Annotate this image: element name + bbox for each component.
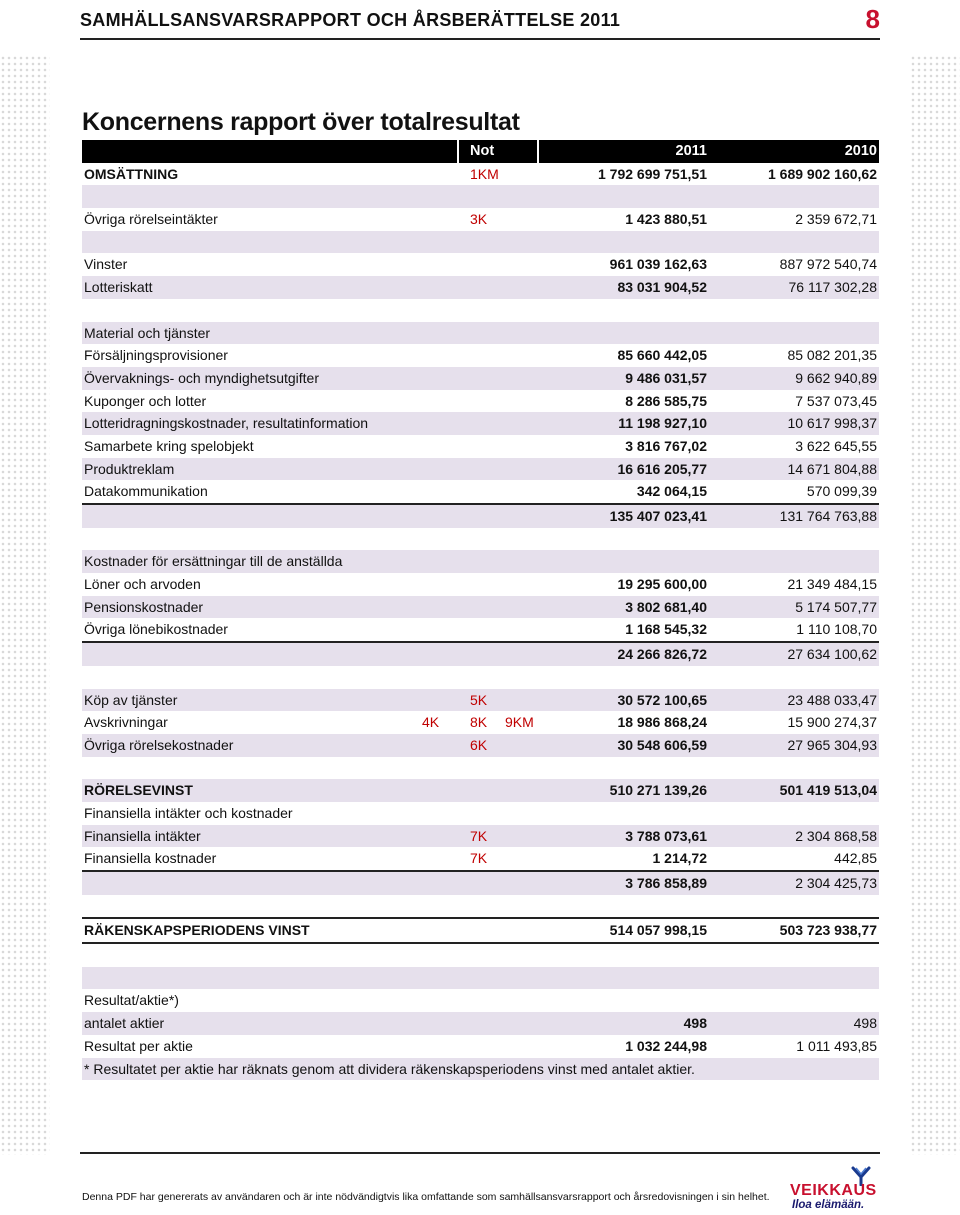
row-label: Pensionskostnader [84,598,204,615]
table-row [82,596,879,619]
table-row [82,919,879,944]
row-value-2010: 21 349 484,15 [787,576,877,593]
row-value-2010: 2 304 425,73 [795,875,877,891]
row-label: Övriga lönebikostnader [84,621,228,638]
row-label: Material och tjänster [84,324,211,341]
table-row [82,208,879,231]
row-note: 3K [470,211,488,228]
column-header-2010: 2010 [844,143,877,159]
row-value-2010: 3 622 645,55 [795,437,877,454]
logo-wordmark: VEIKKAUS [790,1182,877,1199]
table-row [82,528,879,551]
table-row [82,711,879,734]
row-label: Resultat/aktie*) [84,992,179,1009]
row-value-2010: 1 110 108,70 [796,621,877,638]
row-note: 1KM [470,165,499,182]
table-row [82,779,879,802]
footer-disclaimer: Denna PDF har genererats av användaren och är inte nödvändigtvis lika omfattande som samhällsansvarsrapport och årsredovisningen i sin helhet. [82,1191,770,1203]
row-value-2011: 18 986 868,24 [617,714,707,731]
table-row [82,573,879,596]
table-row [82,163,879,186]
row-value-2010: 498 [853,1015,877,1032]
row-value-2011: 1 168 545,32 [625,621,707,638]
row-label: Övervaknings- och myndighetsutgifter [84,369,319,386]
table-row [82,344,879,367]
row-label: Avskrivningar [84,714,168,731]
row-label: Finansiella intäkter [84,827,201,844]
row-value-2010: 27 634 100,62 [787,646,877,663]
row-value-2010: 9 662 940,89 [795,369,877,386]
row-value-2011: 30 548 606,59 [617,736,707,753]
table-row [82,253,879,276]
table-row [82,757,879,780]
logo-slogan: Iloa elämään. [792,1199,865,1211]
table-row [82,367,879,390]
table-row [82,666,879,689]
row-note: 8K [470,714,488,731]
row-value-2011: 3 786 858,89 [625,875,707,891]
row-value-2010: 1 011 493,85 [796,1037,877,1054]
table-row [82,1012,879,1035]
row-label: RÖRELSEVINST [84,782,193,799]
row-value-2011: 342 064,15 [636,483,707,500]
row-label: Finansiella kostnader [84,850,217,867]
table-row [82,412,879,435]
table-row [82,847,879,872]
row-value-2011: 1 423 880,51 [625,211,707,228]
row-value-2011: 30 572 100,65 [617,691,707,708]
row-value-2010: 85 082 201,35 [787,347,877,364]
row-value-2010: 10 617 998,37 [787,415,877,432]
table-row [82,435,879,458]
table-row [82,618,879,643]
decorative-dot-pattern-left [0,55,50,1155]
row-value-2011: 961 039 162,63 [609,256,707,273]
row-label: OMSÄTTNING [84,165,179,182]
row-value-2010: 131 764 763,88 [779,508,877,524]
table-row [82,967,879,990]
row-label: Övriga rörelsekostnader [84,736,234,753]
row-value-2011: 85 660 442,05 [617,347,707,364]
row-value-2011: 1 032 244,98 [625,1037,707,1054]
decorative-dot-pattern-right [910,55,960,1155]
row-value-2010: 501 419 513,04 [779,782,877,799]
row-label: Försäljningsprovisioner [84,347,228,364]
row-label: Resultat per aktie [84,1037,193,1054]
row-label: Lotteridragningskostnader, resultatinformation [84,415,369,432]
row-label: Vinster [84,256,128,273]
income-statement-table [82,140,879,1080]
table-row [82,944,879,967]
row-value-2010: 442,85 [834,850,877,867]
row-value-2010: 2 304 868,58 [795,827,877,844]
row-note: 5K [470,691,488,708]
row-value-2010: 14 671 804,88 [787,460,877,477]
row-value-2011: 16 616 205,77 [617,460,707,477]
header-title: SAMHÄLLSANSVARSRAPPORT OCH ÅRSBERÄTTELSE 2011 [80,10,621,30]
row-value-2010: 27 965 304,93 [787,736,877,753]
table-row [82,802,879,825]
table-row [82,825,879,848]
row-value-2010: 15 900 274,37 [787,714,877,731]
row-note: 4K [422,714,440,731]
page-header [80,4,880,40]
table-row [82,689,879,712]
row-value-2011: 1 792 699 751,51 [598,165,707,182]
row-label: * Resultatet per aktie har räknats genom att dividera räkenskapsperiodens vinst med antalet aktier. [84,1060,695,1077]
row-label: Köp av tjänster [84,691,178,708]
row-value-2011: 24 266 826,72 [617,646,707,663]
table-row [82,480,879,505]
column-header-2011: 2011 [675,143,707,159]
row-value-2010: 2 359 672,71 [795,211,877,228]
page-number: 8 [865,4,880,34]
row-value-2010: 23 488 033,47 [787,691,877,708]
report-title: Koncernens rapport över totalresultat [82,108,520,136]
table-row [82,276,879,299]
row-value-2011: 3 788 073,61 [625,827,707,844]
column-header-not: Not [470,143,495,159]
row-value-2010: 503 723 938,77 [779,922,877,939]
table-row [82,989,879,1012]
table-row [82,550,879,573]
row-value-2010: 76 117 302,28 [788,279,877,296]
row-value-2011: 498 [683,1015,707,1032]
table-row [82,734,879,757]
row-value-2011: 514 057 998,15 [609,922,707,939]
footer-rule [80,1152,880,1154]
row-value-2011: 83 031 904,52 [617,279,707,296]
table-row [82,458,879,481]
table-row [82,185,879,208]
veikkaus-logo [790,1166,882,1212]
table-header-row [82,140,879,163]
row-label: Finansiella intäkter och kostnader [84,804,293,821]
row-label: Samarbete kring spelobjekt [84,437,254,454]
row-label: Datakommunikation [84,483,208,500]
row-value-2011: 1 214,72 [652,850,707,867]
table-row [82,505,879,528]
row-value-2011: 8 286 585,75 [625,392,707,409]
row-value-2010: 1 689 902 160,62 [768,165,877,182]
row-label: Lotteriskatt [84,279,153,296]
row-label: antalet aktier [84,1015,165,1032]
row-value-2010: 570 099,39 [806,483,877,500]
row-label: Produktreklam [84,460,175,477]
row-label: Kostnader för ersättningar till de anställda [84,553,343,570]
row-label: Löner och arvoden [84,576,201,593]
row-value-2011: 11 198 927,10 [618,415,707,432]
row-value-2010: 887 972 540,74 [779,256,877,273]
row-note: 9KM [505,714,534,731]
row-label: Övriga rörelseintäkter [84,211,218,228]
row-value-2011: 19 295 600,00 [617,576,707,593]
table-row [82,1058,879,1081]
table-row [82,872,879,895]
table-row [82,390,879,413]
table-row [82,231,879,254]
row-value-2011: 135 407 023,41 [609,508,707,524]
table-row [82,299,879,322]
row-note: 7K [470,850,488,867]
table-row [82,322,879,345]
row-value-2011: 9 486 031,57 [625,369,707,386]
table-row [82,643,879,666]
row-note: 7K [470,827,488,844]
row-note: 6K [470,736,488,753]
table-row [82,895,879,920]
row-label: Kuponger och lotter [84,392,207,409]
table-row [82,1035,879,1058]
row-value-2011: 3 802 681,40 [625,598,707,615]
row-value-2011: 3 816 767,02 [625,437,707,454]
row-label: RÄKENSKAPSPERIODENS VINST [84,922,310,939]
row-value-2010: 7 537 073,45 [795,392,877,409]
row-value-2010: 5 174 507,77 [795,598,877,615]
row-value-2011: 510 271 139,26 [609,782,707,799]
